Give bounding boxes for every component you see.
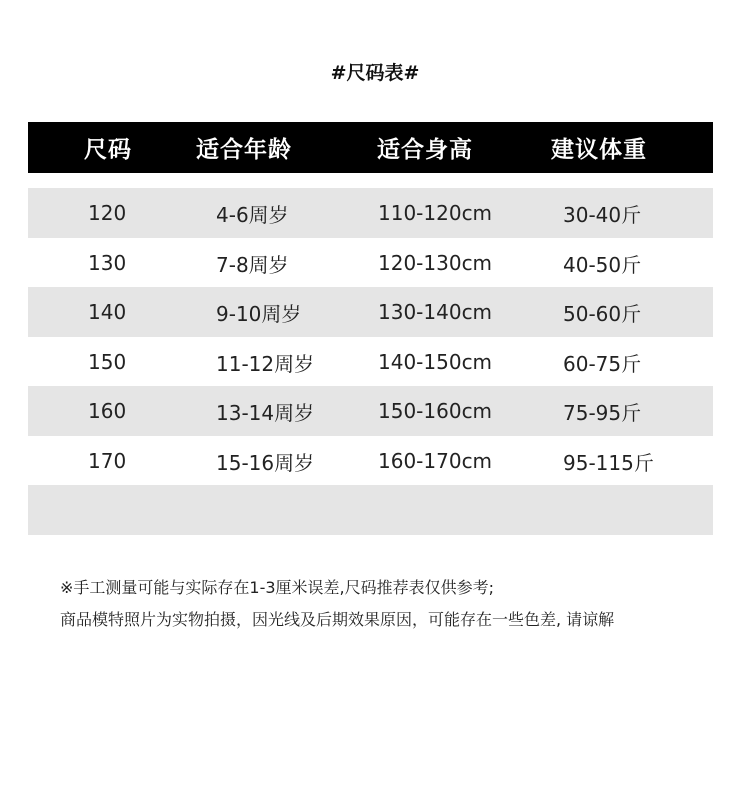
table-row xyxy=(28,386,713,436)
table-row xyxy=(28,436,713,486)
cell-size: 150 xyxy=(88,350,127,374)
header-size: 尺码 xyxy=(84,137,132,163)
cell-size: 140 xyxy=(88,300,127,324)
cell-age: 11-12周岁 xyxy=(216,351,315,376)
cell-age: 9-10周岁 xyxy=(216,301,302,326)
cell-weight: 75-95斤 xyxy=(563,400,642,425)
cell-age: 15-16周岁 xyxy=(216,450,315,475)
cell-age: 4-6周岁 xyxy=(216,202,289,227)
cell-height: 110-120cm xyxy=(378,201,493,225)
header-height: 适合身高 xyxy=(377,137,473,163)
cell-weight: 30-40斤 xyxy=(563,202,642,227)
cell-weight: 60-75斤 xyxy=(563,351,642,376)
table-header xyxy=(28,122,713,173)
cell-height: 150-160cm xyxy=(378,399,493,423)
color-note: 商品模特照片为实物拍摄，因光线及后期效果原因，可能存在一些色差, 请谅解 xyxy=(60,610,615,629)
cell-age: 7-8周岁 xyxy=(216,252,289,277)
table-row xyxy=(28,337,713,387)
cell-height: 140-150cm xyxy=(378,350,493,374)
measurement-note: ※手工测量可能与实际存在1-3厘米误差,尺码推荐表仅供参考; xyxy=(60,578,495,597)
header-weight: 建议体重 xyxy=(551,137,647,163)
header-age: 适合年龄 xyxy=(196,137,292,163)
cell-size: 170 xyxy=(88,449,127,473)
cell-size: 120 xyxy=(88,201,127,225)
cell-weight: 40-50斤 xyxy=(563,252,642,277)
cell-weight: 95-115斤 xyxy=(563,450,654,475)
cell-height: 160-170cm xyxy=(378,449,493,473)
table-row xyxy=(28,287,713,337)
table-row xyxy=(28,238,713,288)
cell-age: 13-14周岁 xyxy=(216,400,315,425)
table-row xyxy=(28,188,713,238)
page-title: #尺码表# xyxy=(330,62,420,84)
cell-weight: 50-60斤 xyxy=(563,301,642,326)
cell-size: 160 xyxy=(88,399,127,423)
cell-height: 130-140cm xyxy=(378,300,493,324)
table-row-empty xyxy=(28,485,713,535)
cell-size: 130 xyxy=(88,251,127,275)
cell-height: 120-130cm xyxy=(378,251,493,275)
